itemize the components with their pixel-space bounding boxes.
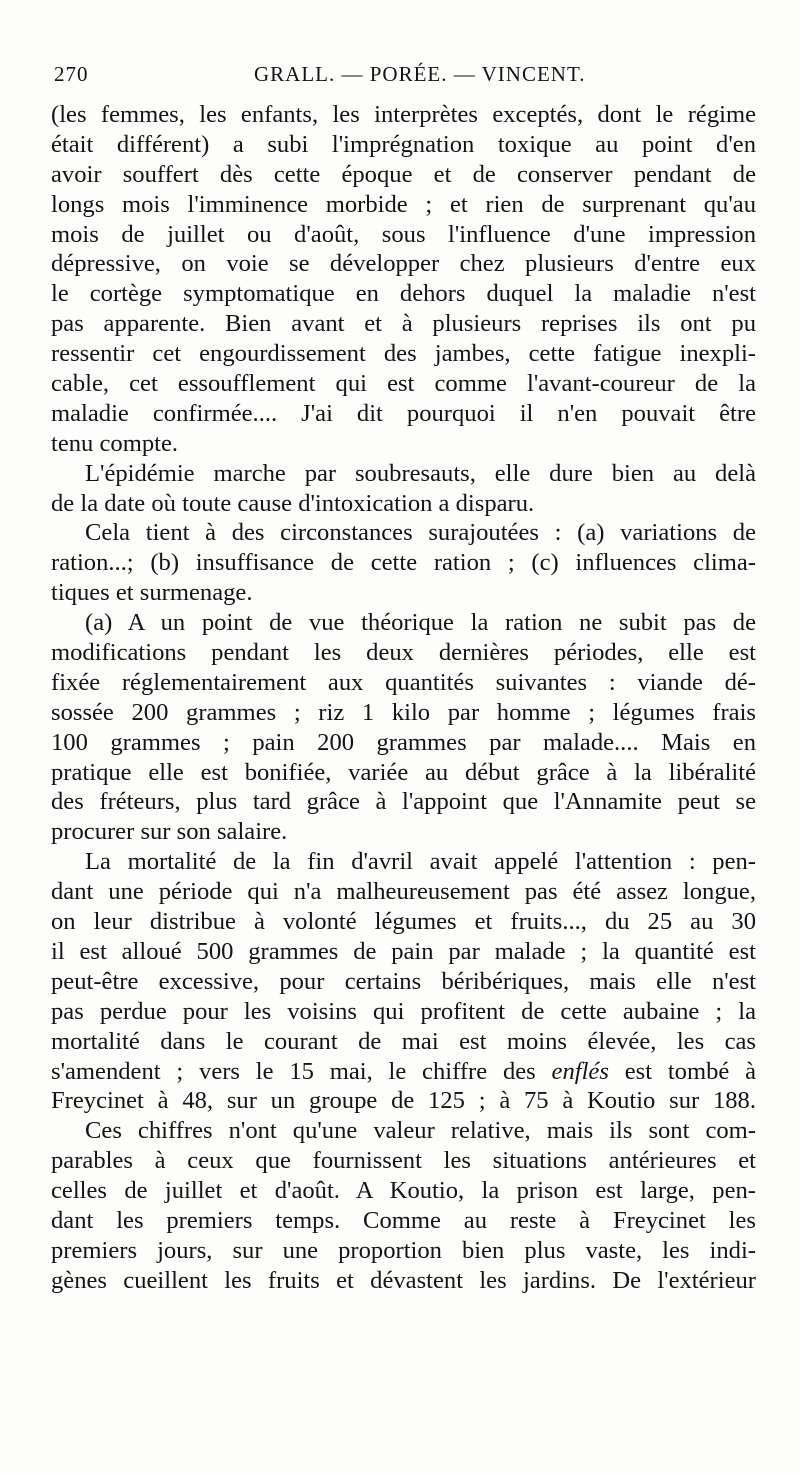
text-line: procurer sur son salaire. [51,818,288,846]
text-line: celles de juillet et d'août. A Koutio, la prison est large, pen- [51,1177,756,1205]
text-line: Freycinet à 48, sur un groupe de 125 ; à 75 à Koutio sur 188. [51,1087,756,1115]
text-line: était différent) a subi l'imprégnation toxique au point d'en [51,130,756,158]
text-line: Ces chiffres n'ont qu'une valeur relative, mais ils sont com- [85,1117,756,1145]
text-line: longs mois l'imminence morbide ; et rien de surprenant qu'au [51,190,756,218]
text-line: modifications pendant les deux dernières périodes, elle est [51,639,756,667]
text-line: il est alloué 500 grammes de pain par malade ; la quantité est [51,937,756,965]
text-line: dant une période qui n'a malheureusement pas été assez longue, [51,878,756,906]
text-line: des fréteurs, plus tard grâce à l'appoint que l'Annamite peut se [51,788,756,816]
text-line: Cela tient à des circonstances surajoutées : (a) variations de [85,519,756,547]
text-line: pas perdue pour les voisins qui profitent de cette aubaine ; la [51,997,756,1025]
text-line: fixée réglementairement aux quantités suivantes : viande dé- [51,668,756,696]
body-text [51,100,756,1296]
text-line: 100 grammes ; pain 200 grammes par malade.... Mais en [51,728,756,756]
text-segment: est tombé à [624,1057,756,1085]
text-line: cable, cet essoufflement qui est comme l'avant-coureur de la [51,370,756,398]
text-line: gènes cueillent les fruits et dévastent les jardins. De l'extérieur [51,1266,756,1294]
italic-word: enflés [551,1057,609,1085]
text-line: (les femmes, les enfants, les interprètes exceptés, dont le régime [51,101,756,128]
text-line: le cortège symptomatique en dehors duquel la maladie n'est [51,280,756,308]
text-line: peut-être excessive, pour certains béribériques, mais elle n'est [51,967,756,995]
text-segment: s'amendent ; vers le 15 mai, le chiffre des [51,1057,536,1085]
text-line: de la date où toute cause d'intoxication a disparu. [51,489,535,517]
text-line: mortalité dans le courant de mai est moins élevée, les cas [51,1027,756,1055]
page-number: 270 [54,62,89,86]
text-line: parables à ceux que fournissent les situations antérieures et [51,1147,756,1175]
text-line: ration...; (b) insuffisance de cette ration ; (c) influences clima- [51,549,756,577]
running-header [54,62,754,92]
text-line: ressentir cet engourdissement des jambes, cette fatigue inexpli- [51,340,756,368]
text-line: dépressive, on voie se développer chez plusieurs d'entre eux [51,250,756,278]
text-line: pas apparente. Bien avant et à plusieurs reprises ils ont pu [51,310,756,338]
text-line: pratique elle est bonifiée, variée au début grâce à la libéralité [51,758,756,786]
text-line-with-italic [51,1057,756,1087]
text-line: maladie confirmée.... J'ai dit pourquoi il n'en pouvait être [51,399,756,427]
text-line: dant les premiers temps. Comme au reste à Freycinet les [51,1206,756,1234]
running-title: GRALL. — PORÉE. — VINCENT. [254,62,586,86]
text-line: premiers jours, sur une proportion bien plus vaste, les indi- [51,1236,756,1264]
text-line: on leur distribue à volonté légumes et fruits..., du 25 au 30 [51,908,756,936]
text-line: (a) A un point de vue théorique la ration ne subit pas de [85,609,756,637]
text-line: tiques et surmenage. [51,579,253,607]
text-line: mois de juillet ou d'août, sous l'influence d'une impression [51,220,756,248]
text-line: avoir souffert dès cette époque et de conserver pendant de [51,160,756,188]
text-line: La mortalité de la fin d'avril avait appelé l'attention : pen- [85,848,756,876]
text-line: L'épidémie marche par soubresauts, elle dure bien au delà [85,459,756,487]
text-line: tenu compte. [51,429,179,457]
text-line: sossée 200 grammes ; riz 1 kilo par homme ; légumes frais [51,698,756,726]
